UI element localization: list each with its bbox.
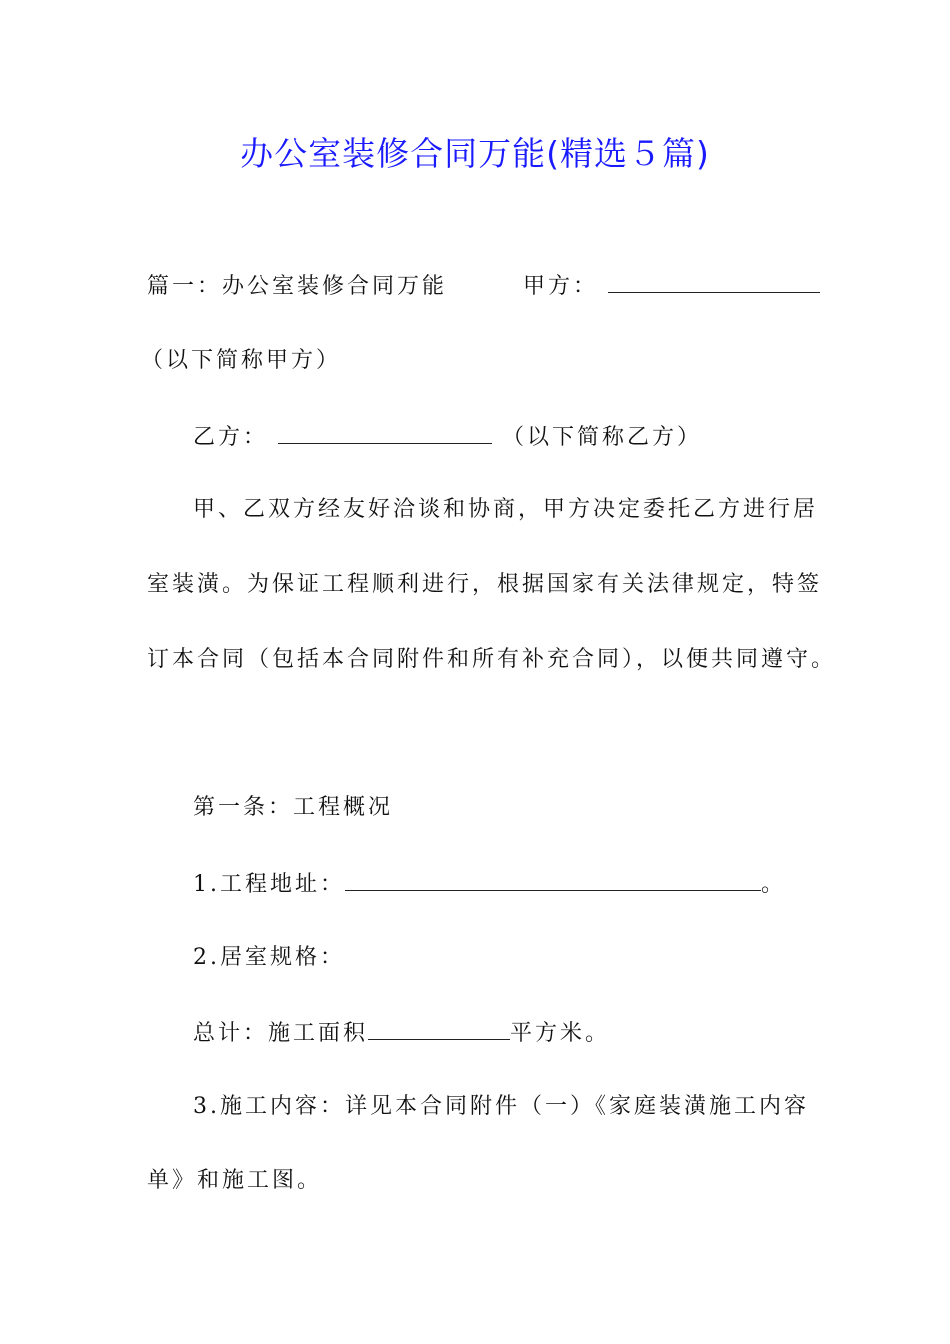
project-address-blank — [345, 868, 761, 891]
room-spec-line: 2.居室规格： — [193, 945, 345, 970]
party-a-blank — [608, 270, 820, 293]
party-a-suffix: （以下简称甲方） — [141, 348, 342, 373]
project-address-line — [193, 868, 786, 900]
total-area-unit: 平方米。 — [510, 1021, 611, 1046]
party-a-label: 甲方： — [523, 274, 599, 299]
party-b-line — [193, 421, 702, 453]
project-address-end: 。 — [761, 872, 787, 897]
construction-content-line: 3.施工内容：详见本合同附件（一）《家庭装潢施工内容 — [193, 1094, 809, 1119]
total-area-label: 总计：施工面积 — [193, 1021, 369, 1046]
party-b-label: 乙方： — [193, 425, 269, 450]
construction-content-line: 单》和施工图。 — [147, 1168, 323, 1193]
paragraph-line: 室装潢。为保证工程顺利进行，根据国家有关法律规定，特签 — [147, 572, 823, 597]
section-heading: 篇一：办公室装修合同万能 — [147, 274, 448, 299]
party-b-blank — [278, 421, 492, 444]
total-area-line — [193, 1017, 610, 1049]
paragraph-line: 甲、乙双方经友好洽谈和协商，甲方决定委托乙方进行居 — [193, 497, 819, 522]
total-area-blank — [368, 1017, 510, 1040]
paragraph-line: 订本合同（包括本合同附件和所有补充合同），以便共同遵守。 — [147, 647, 837, 672]
article-heading: 第一条：工程概况 — [193, 795, 394, 820]
project-address-label: 1.工程地址： — [193, 872, 345, 897]
document-title: 办公室装修合同万能(精选５篇) — [240, 134, 710, 173]
party-b-suffix: （以下简称乙方） — [502, 425, 703, 450]
section-heading-line — [147, 270, 820, 302]
